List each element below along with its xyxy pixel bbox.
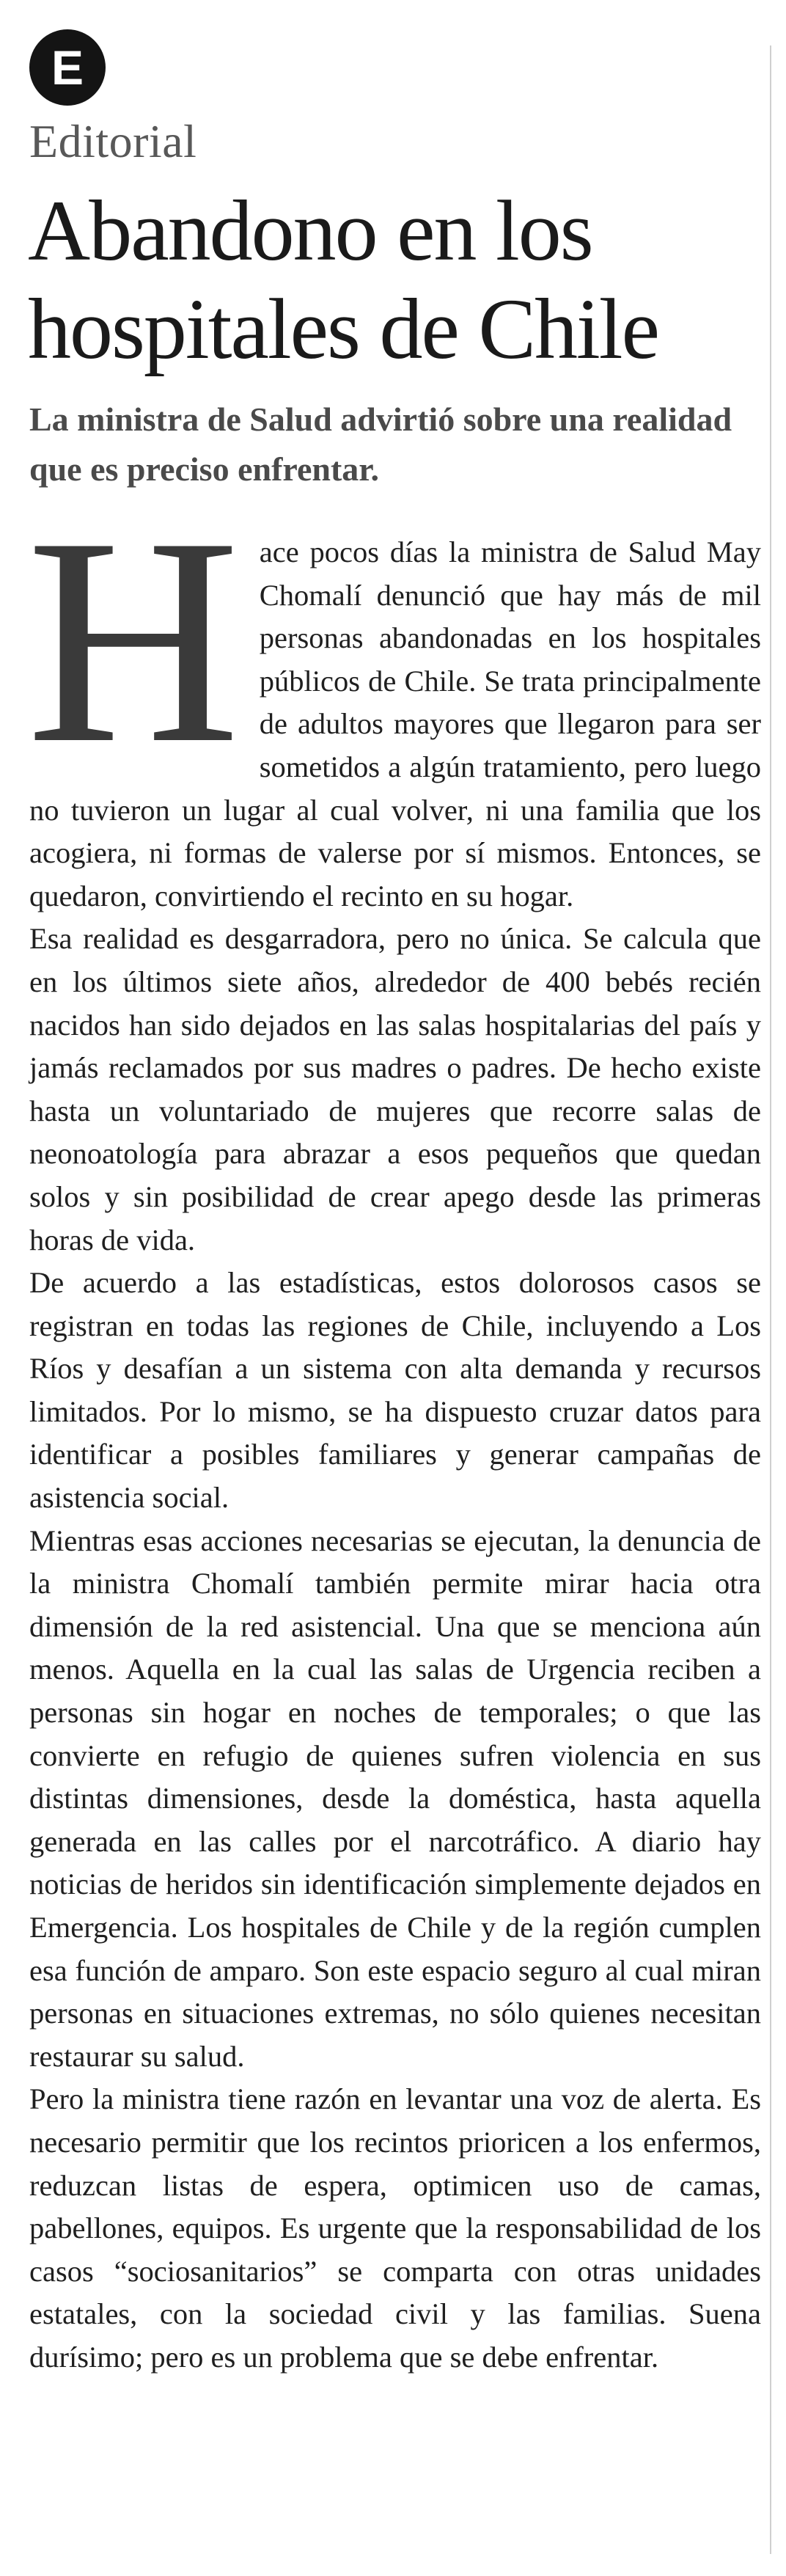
- paragraph-2: Esa realidad es desgarradora, pero no única. Se calcula que en los últimos siete años, alrededor de 400 bebés recién nacidos han sido dejados en las salas hospitalarias del país y jamás reclamados por sus madres o padres. De hecho existe hasta un voluntariado de mujeres que recorre salas de neonoatología para abrazar a esos pequeños que quedan solos y sin posibilidad de crear apego desde las primeras horas de vida.: [29, 922, 761, 1256]
- paragraph-5: Pero la ministra tiene razón en levantar una voz de alerta. Es necesario permitir que los recintos prioricen a los enfermos, reduzcan listas de espera, optimicen uso de camas, pabellones, equipos. Es urgente que la responsabilidad de los casos “sociosanitarios” se comparta con otras unidades estatales, con la sociedad civil y las familias. Suena durísimo; pero es un problema que se debe enfrentar.: [29, 2082, 761, 2374]
- article-body: [26, 477, 761, 2379]
- headline: Abandono en los hospitales de Chile: [28, 183, 658, 377]
- column-divider: [770, 45, 771, 2554]
- editorial-badge-icon: E: [29, 29, 106, 106]
- paragraph-1: [26, 477, 761, 918]
- drop-cap: H: [26, 477, 240, 805]
- paragraph-3: De acuerdo a las estadísticas, estos dolorosos casos se registran en todas las regiones de Chile, incluyendo a Los Ríos y desafían a un sistema con alta demanda y recursos limitados. Por lo mismo, se ha dispuesto cruzar datos para identificar a posibles familiares y generar campañas de asistencia social.: [29, 1266, 761, 1515]
- paragraph-4: Mientras esas acciones necesarias se ejecutan, la denuncia de la ministra Chomalí también permite mirar hacia otra dimensión de la red asistencial. Una que se menciona aún menos. Aquella en la cual las salas de Urgencia reciben a personas sin hogar en noches de temporales; o que las convierte en refugio de quienes sufren violencia en sus distintas dimensiones, desde la doméstica, hasta aquella generada en las calles por el narcotráfico. A diario hay noticias de heridos sin identificación simplemente dejados en Emergencia. Los hospitales de Chile y de la región cumplen esa función de amparo. Son este espacio seguro al cual miran personas en situaciones extremas, no sólo quienes necesitan restaurar su salud.: [29, 1523, 761, 2073]
- subheadline: La ministra de Salud advirtió sobre una realidad que es preciso enfrentar.: [29, 400, 732, 488]
- paragraph-1-text: ace pocos días la ministra de Salud May Chomalí denunció que hay más de mil personas abandonadas en los hospitales públicos de Chile. Se trata principalmente de adultos mayores que llegaron para ser sometidos a algún tratamiento, pero luego no tuvieron un lugar al cual volver, ni una familia que los acogiera, ni formas de valerse por sí mismos. Entonces, se quedaron, convirtiendo el recinto en su hogar.: [29, 535, 761, 912]
- section-label: Editorial: [29, 115, 197, 167]
